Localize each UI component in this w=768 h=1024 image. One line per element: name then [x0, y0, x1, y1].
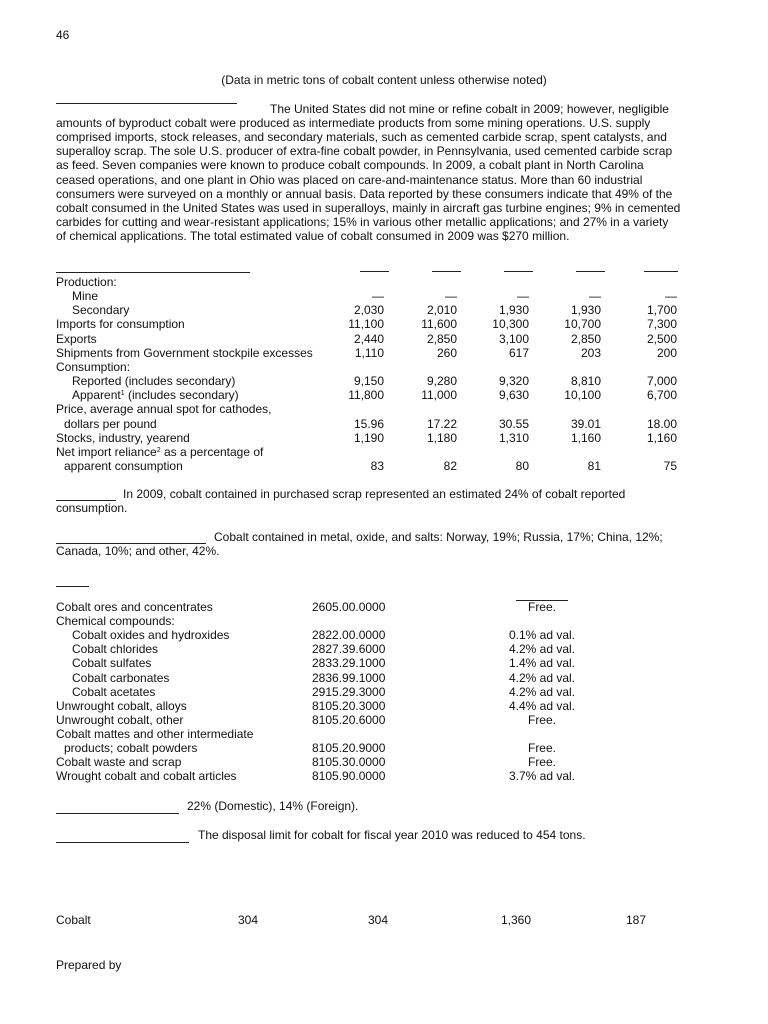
stockpile-cell: 304	[237, 913, 258, 927]
intro-paragraph-line: amounts of byproduct cobalt were produced as intermediate products from some mining operations. U.S. supply	[56, 116, 651, 131]
footnote-marker: 1	[120, 390, 125, 398]
tariff-rate: 4.2% ad val.	[508, 642, 576, 657]
stockpile-row-label: Cobalt	[56, 913, 91, 927]
salient-cell: 82	[443, 459, 457, 473]
salient-row-label: Reported (includes secondary)	[72, 374, 236, 389]
salient-cell: 75	[663, 459, 677, 473]
salient-cell: 30.55	[498, 416, 529, 431]
salient-cell: 9,320	[498, 374, 529, 389]
year-header-rule	[360, 271, 389, 272]
tariff-item: Cobalt sulfates	[72, 656, 152, 671]
intro-paragraph-line: consumers were surveyed on a monthly or annual basis. Data reported by these consumers indicate that 49% of the	[56, 186, 673, 201]
tariff-item: Cobalt mattes and other intermediate	[56, 726, 254, 741]
salient-cell: 9,150	[353, 374, 384, 389]
salient-row-label: Price, average annual spot for cathodes,	[56, 402, 272, 417]
salient-cell: 1,180	[426, 430, 457, 445]
salient-cell: 3,100	[498, 331, 529, 346]
tariff-rate: 0.1% ad val.	[508, 628, 576, 643]
salient-cell: 9,280	[426, 374, 457, 389]
page-number: 46	[56, 28, 70, 42]
table-heading-rule	[56, 272, 250, 273]
tariff-rate: 4.2% ad val.	[508, 670, 576, 685]
stockpile-heading-rule	[56, 842, 189, 843]
tariff-item: products; cobalt powders	[64, 741, 198, 755]
depletion-allowance-text: 22% (Domestic), 14% (Foreign).	[187, 799, 359, 813]
tariff-rate: 3.7% ad val.	[508, 769, 576, 784]
salient-cell: 260	[436, 345, 457, 360]
salient-cell: 2,010	[426, 303, 457, 318]
tariff-item: Unwrought cobalt, other	[56, 712, 184, 727]
salient-cell: 11,800	[348, 388, 384, 403]
salient-row-label: Stocks, industry, yearend	[56, 430, 190, 445]
salient-cell: —	[517, 289, 529, 304]
salient-cell: 17.22	[426, 416, 457, 431]
tariff-rate: Free.	[527, 600, 556, 614]
salient-row-label: Exports	[56, 331, 97, 346]
salient-cell: 11,600	[421, 317, 457, 332]
tariff-item: Cobalt ores and concentrates	[56, 600, 213, 614]
salient-cell: 7,000	[646, 374, 677, 389]
tariff-rate: 4.2% ad val.	[508, 684, 576, 699]
year-header-rule	[576, 271, 605, 272]
import-sources-text: Cobalt contained in metal, oxide, and salts: Norway, 19%; Russia, 17%; China, 12%;	[214, 530, 663, 544]
tariff-rate: 4.4% ad val.	[508, 698, 576, 713]
salient-row-label: Consumption:	[56, 359, 131, 374]
salient-row-label: Mine	[72, 289, 99, 304]
salient-cell: 11,000	[421, 388, 457, 403]
salient-cell: 1,190	[353, 430, 384, 445]
year-header-rule	[644, 271, 678, 272]
intro-paragraph-line: cobalt consumed in the United States was used in superalloys, mainly in aircraft gas turbine engines; 9% in cemented	[56, 200, 681, 215]
salient-cell: 617	[508, 345, 529, 360]
year-header-rule	[432, 271, 461, 272]
tariff-code: 8105.30.0000	[312, 755, 386, 770]
salient-cell: 2,030	[353, 303, 384, 318]
intro-paragraph-line: as feed. Seven companies were known to produce cobalt compounds. In 2009, a cobalt plant in North Carolina	[56, 158, 644, 173]
tariff-item: Chemical compounds:	[56, 614, 175, 629]
salient-row-label: Apparent$^1$ (includes secondary)	[72, 388, 239, 403]
tariff-code: 8105.90.0000	[312, 769, 386, 784]
salient-cell: —	[372, 289, 384, 304]
section-heading-rule	[56, 103, 237, 104]
stockpile-cell: 1,360	[500, 913, 531, 927]
tariff-code: 2827.39.6000	[312, 642, 386, 657]
tariff-item: Cobalt carbonates	[72, 670, 170, 685]
salient-cell: 15.96	[353, 416, 384, 431]
salient-cell: 2,850	[426, 331, 457, 346]
intro-paragraph-line: The United States did not mine or refine cobalt in 2009; however, negligible	[270, 102, 669, 116]
salient-row-label: Imports for consumption	[56, 317, 185, 332]
salient-cell: 1,160	[570, 430, 601, 445]
salient-cell: 10,700	[564, 317, 601, 332]
tariff-item: Cobalt chlorides	[72, 642, 159, 657]
salient-cell: 11,100	[348, 317, 384, 332]
tariff-code: 8105.20.9000	[312, 741, 386, 755]
salient-cell: 1,930	[498, 303, 529, 318]
salient-cell: 8,810	[570, 374, 601, 389]
salient-cell: 9,630	[498, 388, 529, 403]
intro-paragraph-line: comprised imports, stock releases, and secondary materials, such as cemented carbide scrap, spent catalysts, and	[56, 130, 667, 145]
salient-cell: —	[665, 289, 677, 304]
salient-cell: 10,300	[492, 317, 529, 332]
stockpile-cell: 304	[367, 913, 388, 927]
intro-paragraph-line: of chemical applications. The total estimated value of cobalt consumed in 2009 was $270 million.	[56, 228, 570, 243]
salient-cell: 1,160	[646, 430, 677, 445]
salient-cell: —	[445, 289, 457, 304]
salient-cell: 1,930	[570, 303, 601, 318]
recycling-text: In 2009, cobalt contained in purchased scrap represented an estimated 24% of cobalt reported	[123, 487, 626, 501]
depletion-heading-rule	[56, 813, 179, 814]
salient-row-label: apparent consumption	[64, 459, 183, 473]
salient-cell: 10,100	[564, 388, 601, 403]
salient-cell: 6,700	[646, 388, 677, 403]
import-sources-text-continued: Canada, 10%; and other, 42%.	[56, 544, 220, 558]
salient-cell: 200	[656, 345, 677, 360]
prepared-by: Prepared by	[56, 958, 122, 972]
salient-cell: 2,440	[353, 331, 384, 346]
tariff-rate: Free.	[527, 712, 556, 727]
salient-cell: 203	[580, 345, 601, 360]
salient-row-label: Net import reliance$^2$ as a percentage of	[56, 444, 264, 459]
tariff-code: 2915.29.3000	[312, 684, 386, 699]
tariff-heading-rule	[56, 586, 89, 587]
intro-paragraph-line: ceased operations, and one plant in Ohio was placed on care-and-maintenance status. More than 60 industrial	[56, 172, 643, 187]
footnote-marker: 2	[156, 446, 161, 454]
salient-cell: —	[589, 289, 601, 304]
salient-cell: 2,500	[646, 331, 677, 346]
year-header-rule	[504, 271, 533, 272]
units-note: (Data in metric tons of cobalt content unless otherwise noted)	[221, 73, 547, 87]
tariff-item: Wrought cobalt and cobalt articles	[56, 769, 237, 784]
salient-row-label: Production:	[56, 275, 117, 289]
tariff-item: Cobalt waste and scrap	[56, 755, 182, 770]
salient-cell: 81	[587, 459, 601, 473]
tariff-code: 2836.99.1000	[312, 670, 386, 685]
salient-cell: 83	[370, 459, 384, 473]
salient-cell: 80	[515, 459, 529, 473]
salient-cell: 18.00	[646, 416, 677, 431]
salient-cell: 1,310	[498, 430, 529, 445]
tariff-rate: Free.	[527, 741, 556, 755]
stockpile-cell: 187	[625, 913, 646, 927]
salient-cell: 39.01	[570, 416, 601, 431]
salient-cell: 1,700	[646, 303, 677, 318]
salient-row-label: Shipments from Government stockpile excesses	[56, 345, 313, 360]
salient-row-label: dollars per pound	[64, 416, 157, 431]
salient-cell: 2,850	[570, 331, 601, 346]
tariff-item: Cobalt oxides and hydroxides	[72, 628, 230, 643]
tariff-code: 2605.00.0000	[312, 600, 386, 614]
intro-paragraph-line: superalloy scrap. The sole U.S. producer of extra-fine cobalt powder, in Pennsylvania, used cemented carbide scrap	[56, 144, 673, 159]
recycling-text-continued: consumption.	[56, 501, 128, 515]
salient-row-label: Secondary	[72, 303, 130, 318]
tariff-code: 2822.00.0000	[312, 628, 386, 643]
tariff-code: 8105.20.6000	[312, 712, 386, 727]
tariff-code: 8105.20.3000	[312, 698, 386, 713]
tariff-item: Unwrought cobalt, alloys	[56, 698, 187, 713]
salient-cell: 7,300	[646, 317, 677, 332]
tariff-item: Cobalt acetates	[72, 684, 156, 699]
salient-cell: 1,110	[354, 345, 384, 360]
tariff-rate: 1.4% ad val.	[508, 656, 576, 671]
tariff-code: 2833.29.1000	[312, 656, 386, 671]
tariff-rate: Free.	[527, 755, 556, 770]
intro-paragraph-line: carbides for cutting and wear-resistant applications; 15% in various other metallic applications; and 27% in a variety	[56, 214, 669, 229]
government-stockpile-text: The disposal limit for cobalt for fiscal year 2010 was reduced to 454 tons.	[198, 828, 586, 842]
